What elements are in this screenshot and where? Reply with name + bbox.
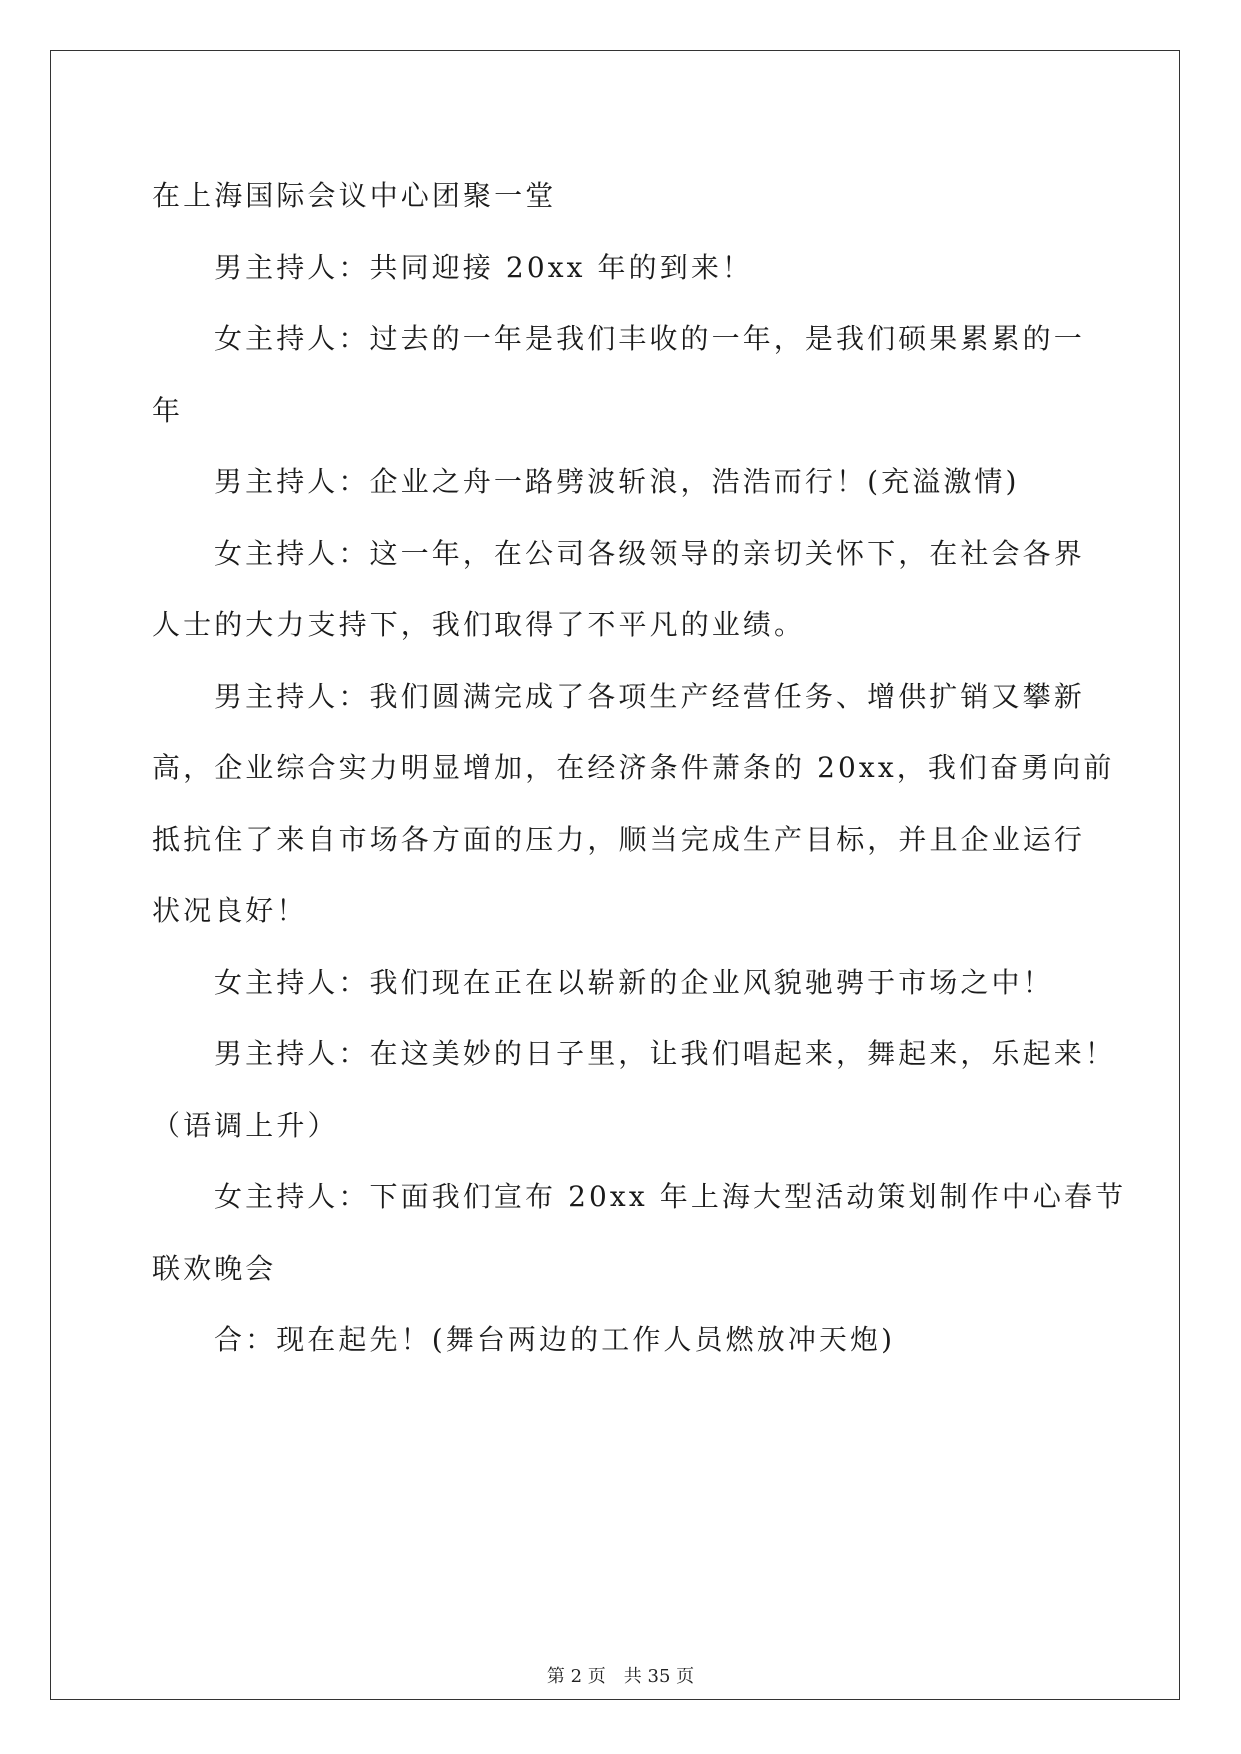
text-line-2: 男主持人：共同迎接 20xx 年的到来！ <box>214 250 754 284</box>
text-line-12: 女主持人：我们现在正在以崭新的企业风貌驰骋于市场之中！ <box>214 965 1054 999</box>
text-line-1: 在上海国际会议中心团聚一堂 <box>152 179 557 212</box>
text-line-6: 女主持人：这一年，在公司各级领导的亲切关怀下，在社会各界 <box>214 536 1085 570</box>
text-line-7: 人士的大力支持下，我们取得了不平凡的业绩。 <box>152 608 806 641</box>
text-line-16: 联欢晚会 <box>152 1251 277 1285</box>
text-line-9: 高，企业综合实力明显增加，在经济条件萧条的 20xx，我们奋勇向前 <box>152 751 1115 784</box>
text-line-13: 男主持人：在这美妙的日子里，让我们唱起来，舞起来，乐起来！ <box>214 1037 1116 1070</box>
text-line-10: 抵抗住了来自市场各方面的压力，顺当完成生产目标，并且企业运行 <box>152 822 1086 856</box>
text-line-3: 女主持人：过去的一年是我们丰收的一年，是我们硕果累累的一 <box>214 322 1085 355</box>
text-line-15: 女主持人：下面我们宣布 20xx 年上海大型活动策划制作中心春节 <box>214 1180 1127 1213</box>
text-line-5: 男主持人：企业之舟一路劈波斩浪，浩浩而行！(充溢激情) <box>214 465 1020 498</box>
text-line-8: 男主持人：我们圆满完成了各项生产经营任务、增供扩销又攀新 <box>214 679 1085 713</box>
text-line-17: 合：现在起先！(舞台两边的工作人员燃放冲天炮) <box>214 1323 896 1356</box>
text-line-14: （语调上升） <box>152 1108 339 1142</box>
text-line-4: 年 <box>152 393 184 427</box>
page-number-footer: 第 2 页 共 35 页 <box>546 1666 695 1687</box>
text-line-11: 状况良好！ <box>152 894 308 927</box>
document-body <box>152 160 1127 1376</box>
